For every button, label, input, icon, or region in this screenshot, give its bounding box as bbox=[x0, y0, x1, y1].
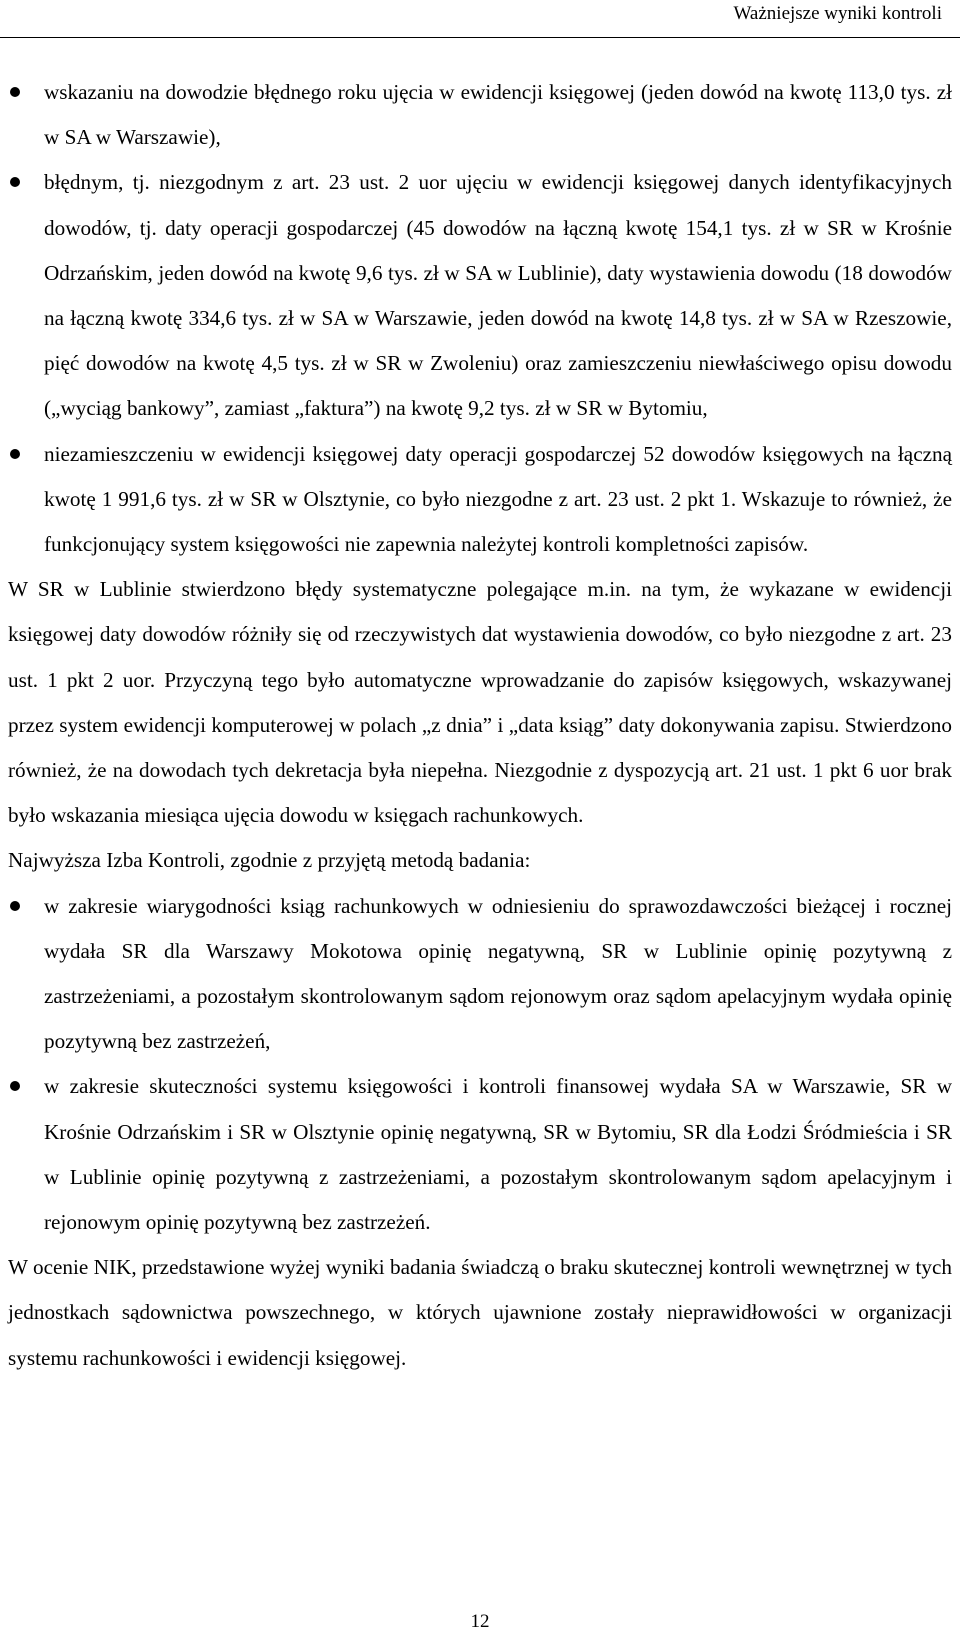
list-item-text: niezamieszczeniu w ewidencji księgowej daty operacji gospodarczej 52 dowodów księgowych na łączną kwotę 1 991,6 tys. zł w SR w Olsztynie, co było niezgodne z art. 23 ust. 2 pkt 1. Wskazuje to również, że funkcjonujący system księgowości nie zapewnia należytej kontroli kompletności zapisów. bbox=[44, 441, 952, 557]
running-header-title: Ważniejsze wyniki kontroli bbox=[733, 3, 942, 24]
list-item-text: wskazaniu na dowodzie błędnego roku ujęcia w ewidencji księgowej (jeden dowód na kwotę 113,0 tys. zł w SA w Warszawie), bbox=[44, 80, 952, 150]
bullet-icon bbox=[10, 1081, 20, 1091]
list-item bbox=[8, 432, 952, 568]
paragraph-nik-conclusion: W ocenie NIK, przedstawione wyżej wyniki badania świadczą o braku skutecznej kontroli wewnętrznej w tych jednostkach sądownictwa powszechnego, w których ujawnione zostały nieprawidłowości w organizacji systemu rachunkowości i ewidencji księgowej. bbox=[8, 1255, 952, 1370]
list-item bbox=[8, 70, 952, 160]
bullet-icon bbox=[10, 901, 20, 911]
findings-bullet-list bbox=[8, 70, 952, 567]
page-header bbox=[0, 0, 960, 38]
list-item bbox=[8, 884, 952, 1065]
paragraph-lublin-errors: W SR w Lublinie stwierdzono błędy systematyczne polegające m.in. na tym, że wykazane w ewidencji księgowej daty dowodów różniły się od rzeczywistych dat wystawienia dowodów, co było niezgodne z art. 23 ust. 1 pkt 2 uor. Przyczyną tego było automatyczne wprowadzanie do zapisów księgowych, wskazywanej przez system ewidencji komputerowej w polach „z dnia” i „data ksiąg” daty dokonywania zapisu. Stwierdzono również, że na dowodach tych dekretacja była niepełna. Niezgodnie z dyspozycją art. 21 ust. 1 pkt 6 uor brak było wskazania miesiąca ujęcia dowodu w księgach rachunkowych. bbox=[8, 577, 952, 828]
list-item bbox=[8, 1064, 952, 1245]
list-item-text: błędnym, tj. niezgodnym z art. 23 ust. 2 uor ujęciu w ewidencji księgowej danych identyfikacyjnych dowodów, tj. daty operacji gospodarczej (45 dowodów na łączną kwotę 154,1 tys. zł w SR w Krośnie Odrzańskim, jeden dowód na kwotę 9,6 tys. zł w SA w Lublinie), daty wystawienia dowodu (18 dowodów na łączną kwotę 334,6 tys. zł w SA w Warszawie, jeden dowód na kwotę 14,8 tys. zł w SA w Rzeszowie, pięć dowodów na kwotę 4,5 tys. zł w SR w Zwoleniu) oraz zamieszczeniu niewłaściwego opisu dowodu („wyciąg bankowy”, zamiast „faktura”) na kwotę 9,2 tys. zł w SR w Bytomiu, bbox=[44, 170, 952, 421]
page-number: 12 bbox=[470, 1611, 490, 1632]
bullet-icon bbox=[10, 177, 20, 187]
bullet-icon bbox=[10, 87, 20, 97]
list-item-text: w zakresie wiarygodności ksiąg rachunkowych w odniesieniu do sprawozdawczości bieżącej i rocznej wydała SR dla Warszawy Mokotowa opinię negatywną, SR w Lublinie opinię pozytywną z zastrzeżeniami, a pozostałym skontrolowanym sądom rejonowym oraz sądom apelacyjnym wydała opinię pozytywną bez zastrzeżeń, bbox=[44, 893, 952, 1054]
list-item-text: w zakresie skuteczności systemu księgowości i kontroli finansowej wydała SA w Warszawie, SR w Krośnie Odrzańskim i SR w Olsztynie opinię negatywną, SR w Bytomiu, SR dla Łodzi Śródmieścia i SR w Lublinie opinię pozytywną z zastrzeżeniami, a pozostałym skontrolowanym sądom apelacyjnym i rejonowym opinię pozytywną bez zastrzeżeń. bbox=[44, 1074, 952, 1235]
list-item bbox=[8, 160, 952, 431]
paragraph-nik-intro: Najwyższa Izba Kontroli, zgodnie z przyjętą metodą badania: bbox=[8, 848, 531, 873]
opinions-bullet-list bbox=[8, 884, 952, 1246]
bullet-icon bbox=[10, 449, 20, 459]
document-body bbox=[8, 70, 952, 1381]
